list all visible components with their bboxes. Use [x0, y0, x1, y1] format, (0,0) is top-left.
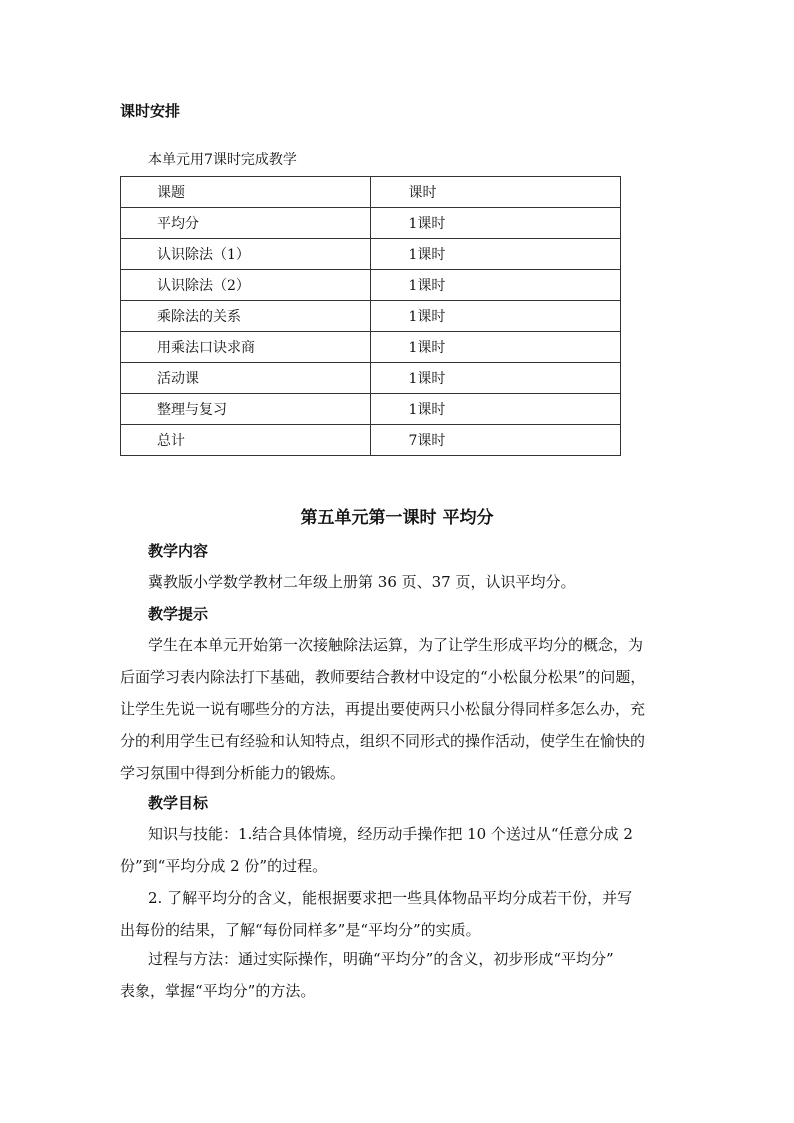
content-heading: 教学内容 [148, 542, 209, 560]
goals-heading: 教学目标 [148, 794, 209, 812]
goal-understanding-paragraph [120, 882, 676, 946]
table-row [121, 208, 621, 239]
topic-cell: 整理与复习 [121, 394, 371, 425]
goal-process-paragraph [120, 943, 676, 1007]
schedule-heading: 课时安排 [120, 102, 181, 120]
table-row [121, 332, 621, 363]
hours-cell: 1课时 [370, 301, 620, 332]
tips-line: 学习氛围中得到分析能力的锻炼。 [120, 764, 346, 782]
goal-line: 表象，掌握“平均分”的方法。 [120, 982, 316, 1000]
column-header-topic: 课题 [121, 177, 371, 208]
table-row [121, 239, 621, 270]
goal-line: 过程与方法：通过实际操作，明确“平均分”的含义，初步形成“平均分” [148, 950, 614, 968]
table-row [121, 270, 621, 301]
content-paragraph [120, 566, 676, 598]
schedule-table [120, 176, 621, 456]
table-row [121, 394, 621, 425]
hours-cell: 1课时 [370, 270, 620, 301]
total-hours-cell: 7课时 [370, 425, 620, 456]
topic-cell: 用乘法口诀求商 [121, 332, 371, 363]
table-row [121, 301, 621, 332]
total-label-cell: 总计 [121, 425, 371, 456]
topic-cell: 平均分 [121, 208, 371, 239]
tips-line: 分的利用学生已有经验和认知特点，组织不同形式的操作活动，使学生在愉快的 [120, 732, 646, 750]
topic-cell: 认识除法（2） [121, 270, 371, 301]
tips-line: 学生在本单元开始第一次接触除法运算，为了让学生形成平均分的概念，为 [148, 636, 644, 654]
goal-knowledge-paragraph [120, 818, 676, 882]
lesson-title: 第五单元第一课时 平均分 [300, 508, 494, 528]
table-row [121, 363, 621, 394]
goal-line: 出每份的结果，了解“每份同样多”是“平均分”的实质。 [120, 921, 481, 939]
content-text: 冀教版小学数学教材二年级上册第 36 页、37 页，认识平均分。 [148, 573, 576, 591]
goal-line: 2. 了解平均分的含义，能根据要求把一些具体物品平均分成若干份，并写 [148, 889, 633, 907]
hours-cell: 1课时 [370, 208, 620, 239]
hours-cell: 1课时 [370, 332, 620, 363]
table-total-row [121, 425, 621, 456]
topic-cell: 乘除法的关系 [121, 301, 371, 332]
tips-line: 后面学习表内除法打下基础，教师要结合教材中设定的“小松鼠分松果”的问题， [120, 668, 646, 686]
topic-cell: 活动课 [121, 363, 371, 394]
hours-cell: 1课时 [370, 239, 620, 270]
tips-line: 让学生先说一说有哪些分的方法，再提出要使两只小松鼠分得同样多怎么办，充 [120, 700, 646, 718]
column-header-hours: 课时 [370, 177, 620, 208]
schedule-intro: 本单元用7课时完成教学 [148, 152, 297, 168]
hours-cell: 1课时 [370, 394, 620, 425]
tips-paragraph [120, 629, 676, 789]
table-header-row [121, 177, 621, 208]
goal-line: 知识与技能：1.结合具体情境，经历动手操作把 10 个送过从“任意分成 2 [148, 825, 633, 843]
goal-line: 份”到“平均分成 2 份”的过程。 [120, 857, 328, 875]
tips-heading: 教学提示 [148, 605, 209, 623]
topic-cell: 认识除法（1） [121, 239, 371, 270]
hours-cell: 1课时 [370, 363, 620, 394]
